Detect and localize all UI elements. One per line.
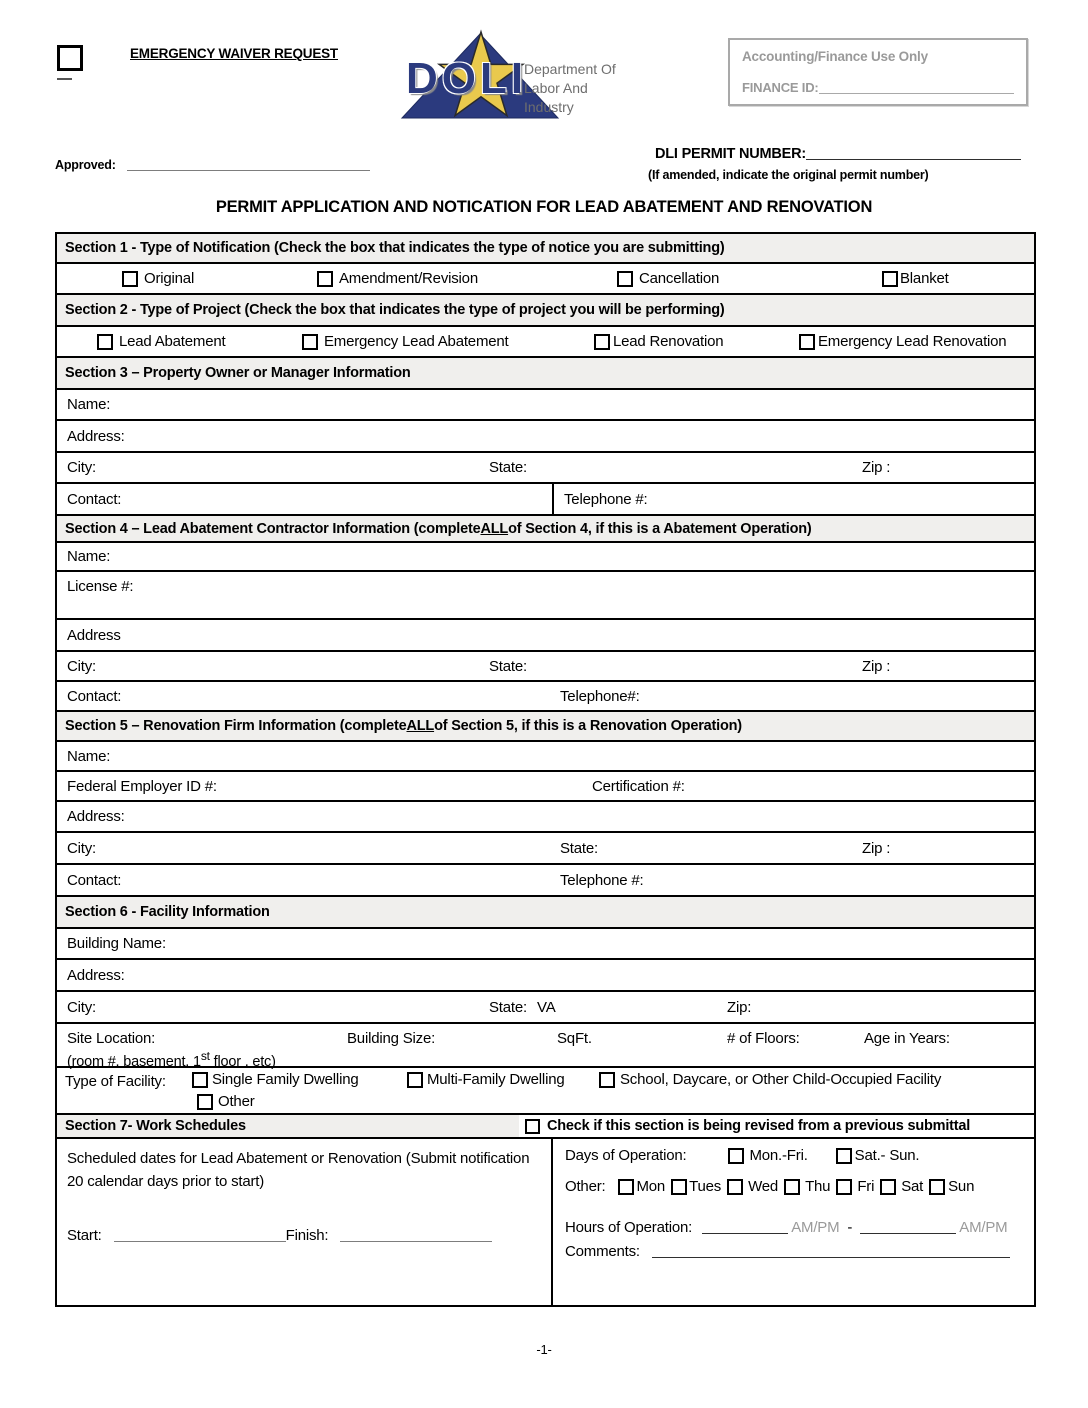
s3-contact-row [57,482,1034,514]
permit-form-table [55,232,1036,1307]
other-days-row [565,1178,974,1195]
s5-zip-label: Zip : [862,839,891,857]
ampm-end-label: AM/PM [959,1219,1008,1236]
other-days-label: Other: [565,1178,606,1195]
school-daycare-label: School, Daycare, or Other Child-Occupied Facility [620,1071,942,1088]
emergency-lead-renovation-label: Emergency Lead Renovation [818,333,1007,350]
wed-checkbox[interactable] [727,1179,743,1195]
tues-label: Tues [689,1178,722,1195]
s6-state-value: VA [537,998,556,1016]
s6-address-row[interactable] [57,958,1034,990]
ampm-start-label: AM/PM [791,1219,840,1236]
s3-address-row[interactable] [57,419,1034,451]
s3-city-state-zip-row[interactable] [57,451,1034,482]
permit-number-label: DLI PERMIT NUMBER: [655,146,807,162]
approved-row [55,158,370,172]
section5-header: Section 5 – Renovation Firm Information (complete ALL of Section 5, if this is a Renovation Operation) [57,710,1034,740]
section3-header: Section 3 – Property Owner or Manager Information [57,356,1034,388]
finance-box-title: Accounting/Finance Use Only [742,49,928,64]
s3-contact-cell[interactable] [57,484,554,514]
hours-end-line[interactable] [860,1231,956,1234]
lead-renovation-checkbox[interactable] [594,334,610,350]
s6-city-label: City: [67,998,97,1016]
operation-schedule-cell [553,1139,1034,1305]
amended-note: (If amended, indicate the original permit number) [648,168,929,182]
permit-number-row [655,146,1021,162]
s5-contact-label: Contact: [67,871,122,889]
school-daycare-checkbox[interactable] [599,1072,615,1088]
page-number: -1- [536,1342,552,1357]
s3-state-label: State: [489,459,527,476]
site-location-label: Site Location: [67,1030,156,1047]
multi-family-dwelling-checkbox[interactable] [407,1072,423,1088]
form-title: PERMIT APPLICATION AND NOTICATION FOR LEAD ABATEMENT AND RENOVATION [215,198,873,216]
finish-line[interactable] [340,1239,492,1242]
finish-label: Finish: [285,1227,329,1244]
age-label: Age in Years: [864,1030,950,1047]
lead-abatement-label: Lead Abatement [119,333,226,350]
s4-name-row[interactable] [57,541,1034,570]
s5-telephone-label: Telephone #: [560,871,644,889]
section6-header: Section 6 - Facility Information [57,895,1034,927]
multi-family-dwelling-label: Multi-Family Dwelling [427,1071,565,1088]
approved-label: Approved: [55,158,116,172]
s4-address-label: Address [67,626,121,644]
doli-logo-department-text: Department Of Labor And Industry [524,61,616,115]
section4-header: Section 4 – Lead Abatement Contractor Information (complete ALL of Section 4, if this is a Abatement Operation) [57,514,1034,541]
original-label: Original [144,270,195,287]
s5-name-row[interactable] [57,740,1034,770]
comments-row [565,1243,1010,1260]
building-size-label: Building Size: [347,1030,436,1047]
section1-options-row [57,262,1034,293]
s6-state-label: State: [489,998,527,1016]
section7-header: Section 7- Work Schedules [57,1115,519,1137]
s5-name-label: Name: [67,747,111,765]
finance-id-line[interactable] [819,91,1014,94]
sqft-label: SqFt. [557,1030,592,1047]
original-checkbox[interactable] [122,271,138,287]
s4-contact-row[interactable] [57,680,1034,710]
sat-sun-label: Sat.- Sun. [854,1147,920,1164]
emergency-lead-abatement-checkbox[interactable] [302,334,318,350]
s3-telephone-label: Telephone #: [564,490,648,508]
lead-renovation-label: Lead Renovation [613,333,724,350]
sun-checkbox[interactable] [929,1179,945,1195]
other-facility-label: Other [218,1093,255,1110]
sat-sun-checkbox[interactable] [836,1148,852,1164]
s4-address-row[interactable] [57,618,1034,650]
s3-city-label: City: [67,459,97,476]
section2-options-row [57,325,1034,356]
s5-federal-id-row[interactable] [57,770,1034,800]
section7-revised-area [519,1115,1034,1137]
section7-revised-label: Check if this section is being revised from a previous submittal [547,1118,971,1134]
section7-revised-checkbox[interactable] [525,1119,540,1134]
s4-license-row[interactable] [57,570,1034,618]
start-label: Start: [67,1227,102,1244]
s5-city-state-zip-row[interactable] [57,831,1034,863]
start-line[interactable] [114,1239,286,1242]
mon-label: Mon [636,1178,666,1195]
fri-label: Fri [857,1178,875,1195]
comments-label: Comments: [565,1243,640,1260]
s6-building-name-row[interactable] [57,927,1034,958]
comments-line[interactable] [652,1255,1010,1258]
s5-state-label: State: [560,839,598,857]
lead-abatement-checkbox[interactable] [97,334,113,350]
s6-building-name-label: Building Name: [67,935,166,952]
blanket-label: Blanket [900,270,949,287]
s4-name-label: Name: [67,548,111,565]
start-finish-row [67,1227,492,1244]
s5-federal-id-label: Federal Employer ID #: [67,777,217,795]
permit-number-line[interactable] [806,157,1021,160]
waiver-underline-mark [57,78,72,80]
section2-header: Section 2 - Type of Project (Check the box that indicates the type of project you will be performing) [57,293,1034,325]
s6-city-state-zip-row[interactable] [57,990,1034,1022]
finance-id-label: FINANCE ID: [742,80,819,95]
section1-header: Section 1 - Type of Notification (Check the box that indicates the type of notice you are submitting) [57,234,1034,262]
sun-label: Sun [948,1178,975,1195]
cancellation-checkbox[interactable] [617,271,633,287]
floors-label: # of Floors: [727,1030,800,1047]
section7-header-row [57,1113,1034,1137]
section7-body-row [57,1137,1034,1305]
s5-city-label: City: [67,839,97,857]
s4-city-state-zip-row[interactable] [57,650,1034,680]
s3-name-label: Name: [67,396,111,413]
finance-id-row [742,80,1014,95]
finance-use-only-box [728,38,1028,106]
doli-logo-acronym: DOLI [406,54,528,103]
s4-state-label: State: [489,657,527,675]
facility-type-label: Type of Facility: [65,1073,166,1090]
sat-label: Sat [901,1178,924,1195]
cancellation-label: Cancellation [639,270,720,287]
s5-address-row[interactable] [57,800,1034,831]
s3-name-row[interactable] [57,388,1034,419]
single-family-dwelling-checkbox[interactable] [192,1072,208,1088]
s3-telephone-cell[interactable] [554,484,1034,514]
s4-contact-label: Contact: [67,687,122,705]
s4-telephone-label: Telephone#: [560,687,640,705]
emergency-lead-abatement-label: Emergency Lead Abatement [324,333,509,350]
scheduled-dates-cell[interactable] [57,1139,553,1305]
s6-zip-label: Zip: [727,998,752,1016]
emergency-lead-renovation-checkbox[interactable] [799,334,815,350]
tues-checkbox[interactable] [671,1179,687,1195]
other-facility-checkbox[interactable] [197,1094,213,1110]
hours-of-operation-label: Hours of Operation: [565,1219,693,1236]
s5-certification-label: Certification #: [592,777,685,795]
s4-license-label: License #: [67,578,134,595]
single-family-dwelling-label: Single Family Dwelling [212,1071,359,1088]
emergency-waiver-label: EMERGENCY WAIVER REQUEST [130,46,338,61]
s6-site-location-row[interactable] [57,1022,1034,1070]
site-location-note: (room #, basement, 1st floor , etc) [67,1049,276,1070]
hours-of-operation-row [565,1219,1007,1236]
s3-contact-label: Contact: [67,490,122,508]
s3-zip-label: Zip : [862,459,891,476]
s6-address-label: Address: [67,966,125,984]
scheduled-dates-text: Scheduled dates for Lead Abatement or Renovation (Submit notification 20 calendar days prior to start) [67,1150,530,1191]
mon-fri-label: Mon.-Fri. [749,1147,808,1164]
mon-checkbox[interactable] [618,1179,634,1195]
s4-zip-label: Zip : [862,657,891,675]
hours-range-dash: - [847,1219,853,1236]
mon-fri-checkbox[interactable] [728,1148,744,1164]
days-of-operation-label: Days of Operation: [565,1147,687,1164]
amendment-revision-checkbox[interactable] [317,271,333,287]
blanket-checkbox[interactable] [882,271,898,287]
approved-line[interactable] [127,168,370,171]
thu-label: Thu [805,1178,831,1195]
fri-checkbox[interactable] [836,1179,852,1195]
emergency-waiver-checkbox[interactable] [57,45,83,71]
wed-label: Wed [748,1178,779,1195]
s4-city-label: City: [67,657,97,675]
amendment-revision-label: Amendment/Revision [339,270,478,287]
s5-address-label: Address: [67,808,125,825]
days-of-operation-row [565,1147,919,1164]
doli-logo [396,28,636,118]
sat-checkbox[interactable] [880,1179,896,1195]
s5-contact-row[interactable] [57,863,1034,895]
s6-facility-type-row [57,1066,1034,1113]
hours-start-line[interactable] [702,1231,788,1234]
s3-address-label: Address: [67,427,125,445]
thu-checkbox[interactable] [784,1179,800,1195]
